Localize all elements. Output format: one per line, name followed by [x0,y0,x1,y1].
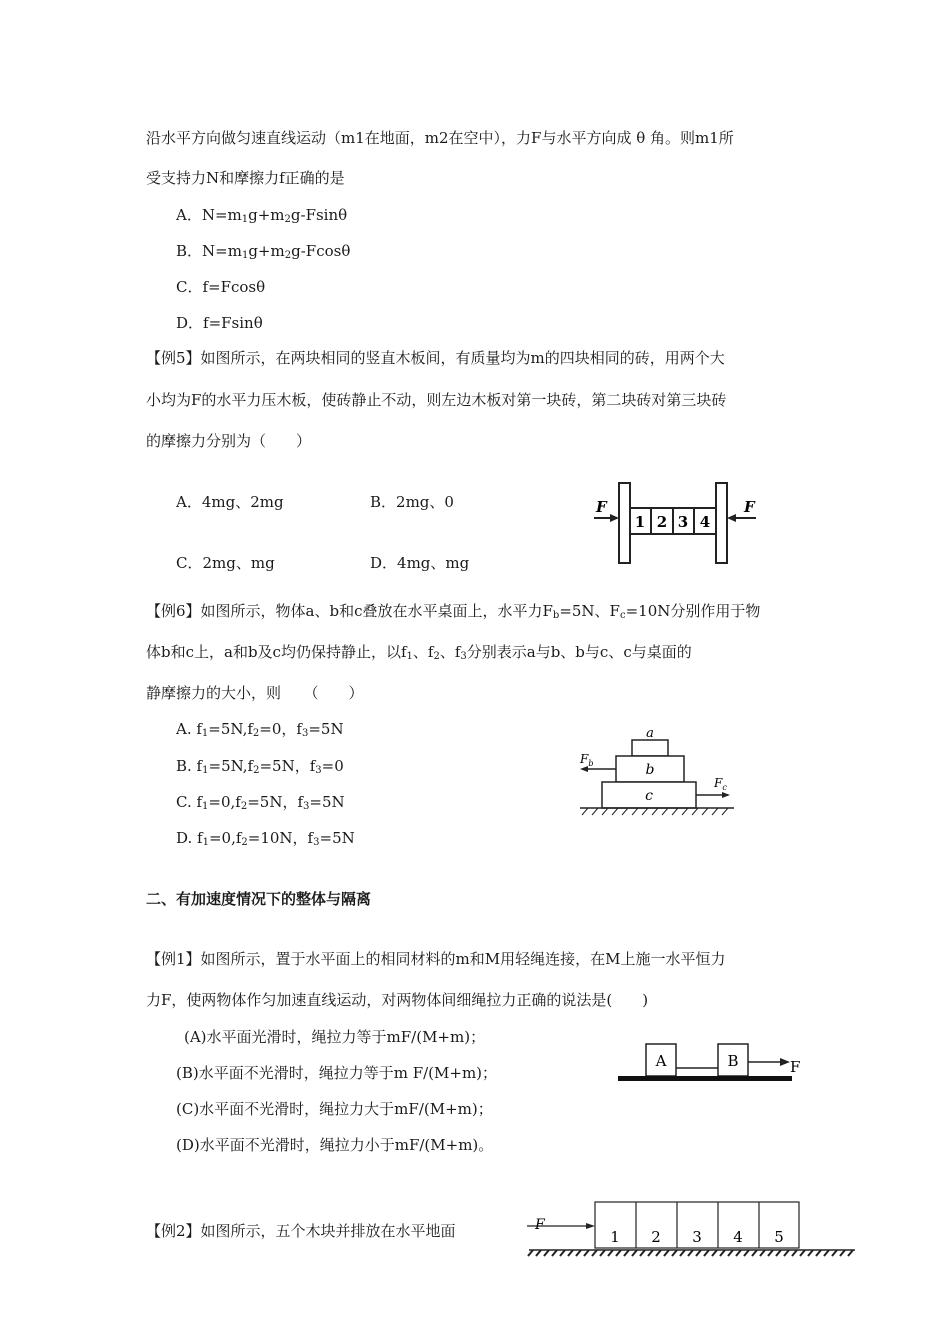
figure-blocks-ab [614,1040,814,1090]
block-3-label: 3 [692,1228,702,1246]
figure-stacked-blocks [574,724,744,819]
s2-example1-line-1: 【例1】如图所示，置于水平面上的相同材料的m和M用轻绳连接，在M上施一水平恒力 [146,950,726,968]
q5-option-d: D．4mg、mg [370,554,470,572]
s2-option-b: (B)水平面不光滑时，绳拉力等于m F/(M+m)； [176,1064,498,1082]
q4-option-b: B．$N=m_1g+m_2g$-Fcosθ [176,242,351,261]
q4-option-a: A．$N=m_1g+m_2g$-Fsinθ [176,206,348,225]
brick-2-label: 2 [656,513,668,531]
block-5-label: 5 [774,1228,784,1246]
force-fc-label: $F_c$ [714,776,727,792]
force-f-label: F [790,1058,801,1076]
block-a-label: A [655,1052,667,1070]
force-left-label: F [596,498,607,516]
q6-option-d: D. $f_1=0,f_2=10N$，$f_3=5N$ [176,829,355,848]
example5-line-2: 小均为F的水平力压木板，使砖静止不动，则左边木板对第一块砖，第二块砖对第三块砖 [146,391,727,409]
example6-line-3: 静摩擦力的大小，则 （ ） [146,684,364,702]
block-a-label: a [646,726,654,741]
right-board [716,483,727,563]
q5-option-b: B．2mg、0 [370,493,454,511]
block-1-label: 1 [610,1228,620,1246]
block-b-label: b [645,762,655,778]
q4-option-d: D．f=Fsinθ [176,314,263,332]
ground-surface [618,1076,792,1081]
block-c-label: c [645,788,653,804]
q6-option-c: C. $f_1=0,f_2=5N$，$f_3=5N$ [176,793,345,812]
q6-option-a: A. $f_1=5N,f_2=0$，$f_3=5N$ [176,720,344,739]
s2-option-a: (A)水平面光滑时，绳拉力等于mF/(M+m)； [184,1028,486,1046]
block-b-label: B [727,1052,739,1070]
section-2-heading: 二、有加速度情况下的整体与隔离 [146,890,372,908]
example6-line-2: 体b和c上，a和b及c均仍保持静止，以$f_1$、$f_2$、$f_3$分别表示a与b、b与c、c与桌面的 [146,643,692,662]
s2-example1-line-2: 力F，使两物体作匀加速直线运动，对两物体间细绳拉力正确的说法是( ) [146,991,649,1009]
left-board [619,483,630,563]
force-fb-label: $F_b$ [580,752,594,768]
brick-4-label: 4 [699,513,711,531]
figure-five-blocks [525,1198,860,1260]
force-right-label: F [744,498,755,516]
block-4-label: 4 [733,1228,743,1246]
example5-line-1: 【例5】如图所示，在两块相同的竖直木板间，有质量均为m的四块相同的砖，用两个大 [146,349,725,367]
force-f-label: F [535,1217,545,1233]
figure-boards-bricks [588,478,768,568]
brick-1-label: 1 [634,513,646,531]
block-2-label: 2 [651,1228,661,1246]
s2-option-d: (D)水平面不光滑时，绳拉力小于mF/(M+m)。 [176,1136,494,1154]
q4-option-c: C．f=Fcosθ [176,278,266,296]
q4-text-line-1: 沿水平方向做匀速直线运动（m1在地面，m2在空中），力F与水平方向成 θ 角。则m1所 [146,129,734,147]
s2-option-c: (C)水平面不光滑时，绳拉力大于mF/(M+m)； [176,1100,493,1118]
q5-option-c: C．2mg、mg [176,554,275,572]
block-a [632,740,668,756]
q6-option-b: B. $f_1=5N,f_2=5N$，$f_3=0$ [176,757,344,776]
q4-text-line-2: 受支持力N和摩擦力f正确的是 [146,169,345,187]
example5-line-3: 的摩擦力分别为（ ） [146,432,312,450]
s2-example2-line-1: 【例2】如图所示，五个木块并排放在水平地面 [146,1222,456,1240]
q5-option-a: A．4mg、2mg [176,493,284,511]
example6-line-1: 【例6】如图所示，物体a、b和c叠放在水平桌面上，水平力$F_b=5N$、$F_c=10N$分别作用于物 [146,602,761,621]
brick-3-label: 3 [677,513,689,531]
